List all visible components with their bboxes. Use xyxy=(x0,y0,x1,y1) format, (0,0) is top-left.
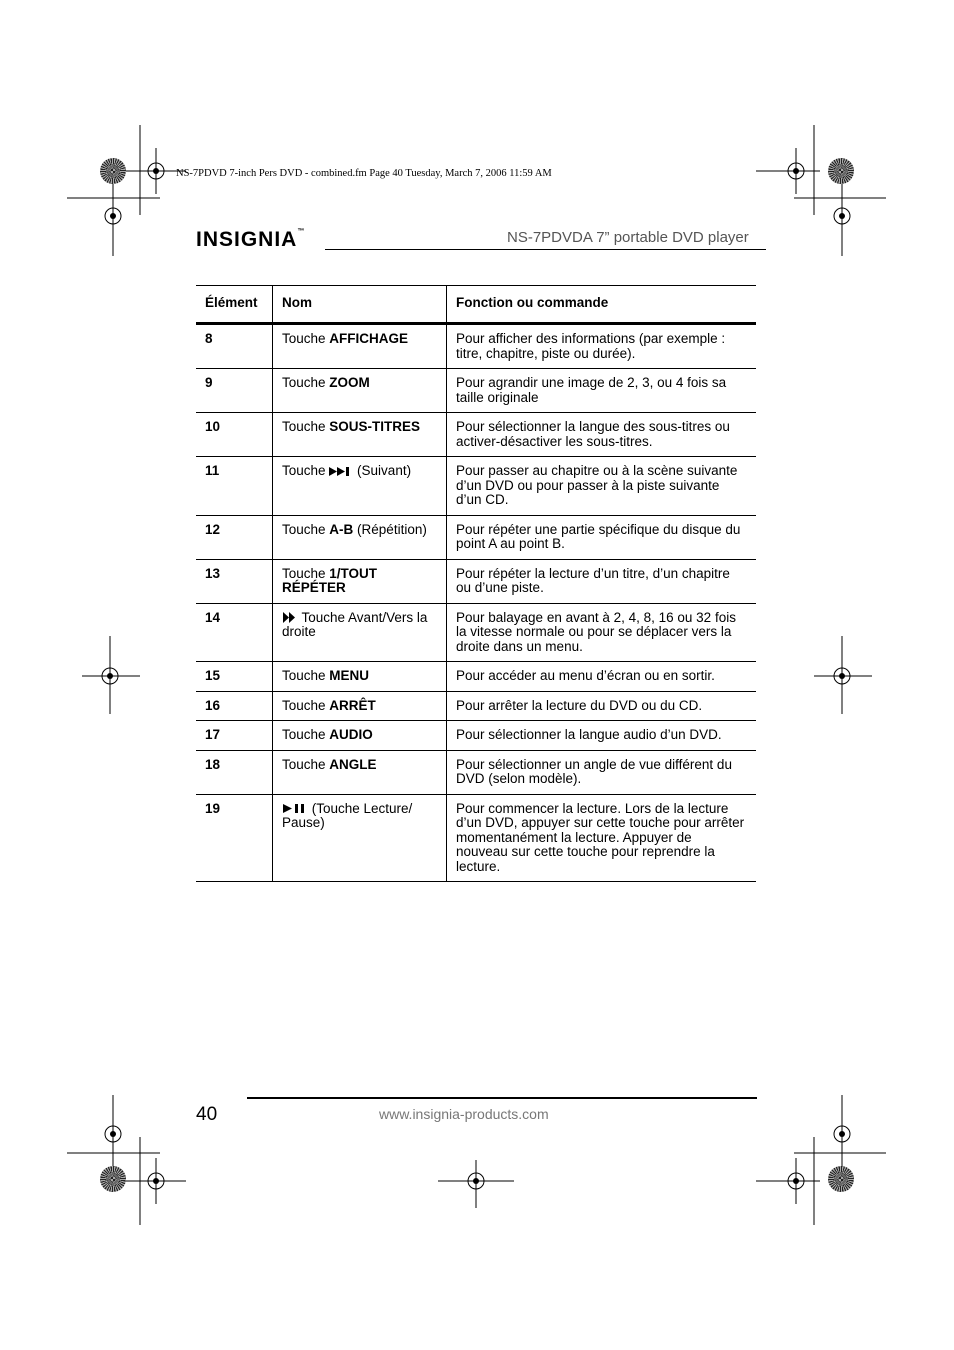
row-name xyxy=(273,721,447,751)
row-element-number: 17 xyxy=(196,721,273,751)
table-row xyxy=(196,603,756,662)
row-name-key: AUDIO xyxy=(329,727,373,742)
column-header-element: Élément xyxy=(196,286,273,324)
row-name-suffix: (Touche Lecture/ Pause) xyxy=(282,800,413,830)
trademark-symbol: ™ xyxy=(297,228,306,235)
row-name-key: 1/TOUT RÉPÉTER xyxy=(282,565,378,595)
table-row xyxy=(196,369,756,413)
color-disc-top-left xyxy=(100,158,126,184)
row-name-key: A-B xyxy=(329,521,354,537)
fast-forward-icon xyxy=(282,611,298,624)
next-chapter-icon xyxy=(329,466,353,477)
row-function: Pour répéter une partie spécifique du disque du point A au point B. xyxy=(447,515,757,559)
page-number: 40 xyxy=(196,1104,218,1125)
row-name-key: MENU xyxy=(329,668,370,683)
column-header-name: Nom xyxy=(273,286,447,324)
row-name xyxy=(273,691,447,721)
row-name-prefix: Touche xyxy=(282,668,330,683)
row-element-number: 13 xyxy=(196,559,273,603)
row-function: Pour balayage en avant à 2, 4, 8, 16 ou 32 fois la vitesse normale ou pour se déplacer vers la droite dans un menu. xyxy=(447,603,757,662)
row-name-prefix: Touche xyxy=(282,565,330,581)
controls-table xyxy=(196,285,756,882)
row-element-number: 15 xyxy=(196,662,273,692)
row-name-prefix: Touche xyxy=(282,727,330,742)
play-pause-icon xyxy=(282,803,308,814)
table-row xyxy=(196,721,756,751)
header-rule xyxy=(325,249,766,250)
row-name-key: ZOOM xyxy=(329,375,370,390)
table-row xyxy=(196,413,756,457)
row-element-number: 9 xyxy=(196,369,273,413)
row-name-suffix: (Suivant) xyxy=(353,463,412,478)
row-name xyxy=(273,603,447,662)
row-name-suffix: (Répétition) xyxy=(353,521,427,537)
footer-rule xyxy=(247,1097,757,1099)
color-disc-top-right xyxy=(828,158,854,184)
row-element-number: 14 xyxy=(196,603,273,662)
row-name-prefix: Touche xyxy=(282,521,330,537)
row-name xyxy=(273,750,447,794)
column-header-function: Fonction ou commande xyxy=(447,286,757,324)
table-header-row xyxy=(196,286,756,324)
row-name xyxy=(273,662,447,692)
row-function: Pour passer au chapitre ou à la scène suivante d’un DVD ou pour passer à la piste suivante d’un CD. xyxy=(447,457,757,516)
row-name-key: ANGLE xyxy=(329,756,377,772)
row-function: Pour commencer la lecture. Lors de la lecture d’un DVD, appuyer sur cette touche pour arrêter momentanément la lecture. Appuyer de nouveau sur cette touche pour reprendre la lecture. xyxy=(447,794,757,882)
table-row xyxy=(196,515,756,559)
row-element-number: 10 xyxy=(196,413,273,457)
row-function: Pour agrandir une image de 2, 3, ou 4 fois sa taille originale xyxy=(447,369,757,413)
table-row xyxy=(196,750,756,794)
footer-url: www.insignia-products.com xyxy=(379,1106,549,1122)
row-name xyxy=(273,413,447,457)
row-name-prefix: Touche xyxy=(282,419,330,434)
row-name xyxy=(273,369,447,413)
row-name-key: ARRÊT xyxy=(329,697,376,713)
row-name-suffix: Touche Avant/Vers la droite xyxy=(282,609,428,639)
row-element-number: 16 xyxy=(196,691,273,721)
table-row xyxy=(196,662,756,692)
row-function: Pour sélectionner la langue audio d’un DVD. xyxy=(447,721,757,751)
table-row xyxy=(196,794,756,882)
color-disc-bottom-right xyxy=(828,1166,854,1192)
row-name-key: AFFICHAGE xyxy=(329,331,409,346)
brand-logo-text: INSIGNIA xyxy=(196,228,298,251)
row-name xyxy=(273,324,447,369)
row-function: Pour afficher des informations (par exemple : titre, chapitre, piste ou durée). xyxy=(447,324,757,369)
table-row xyxy=(196,324,756,369)
row-name-key: SOUS-TITRES xyxy=(329,419,421,434)
row-element-number: 19 xyxy=(196,794,273,882)
row-name xyxy=(273,794,447,882)
row-function: Pour sélectionner la langue des sous-titres ou activer-désactiver les sous-titres. xyxy=(447,413,757,457)
row-element-number: 12 xyxy=(196,515,273,559)
row-element-number: 8 xyxy=(196,324,273,369)
row-element-number: 11 xyxy=(196,457,273,516)
row-element-number: 18 xyxy=(196,750,273,794)
row-function: Pour sélectionner un angle de vue différent du DVD (selon modèle). xyxy=(447,750,757,794)
table-row xyxy=(196,691,756,721)
row-name-prefix: Touche xyxy=(282,756,330,772)
table-row xyxy=(196,559,756,603)
color-disc-bottom-left xyxy=(100,1166,126,1192)
row-function: Pour accéder au menu d’écran ou en sortir. xyxy=(447,662,757,692)
row-name xyxy=(273,515,447,559)
row-function: Pour répéter la lecture d’un titre, d’un chapitre ou d’une piste. xyxy=(447,559,757,603)
brand-logo xyxy=(196,228,305,252)
row-function: Pour arrêter la lecture du DVD ou du CD. xyxy=(447,691,757,721)
row-name xyxy=(273,559,447,603)
row-name-prefix: Touche xyxy=(282,331,330,346)
print-info-line: NS-7PDVD 7-inch Pers DVD - combined.fm Page 40 Tuesday, March 7, 2006 11:59 AM xyxy=(176,168,552,179)
row-name-prefix: Touche xyxy=(282,697,330,713)
row-name-prefix: Touche xyxy=(282,463,330,478)
row-name-prefix: Touche xyxy=(282,375,330,390)
table-row xyxy=(196,457,756,516)
row-name xyxy=(273,457,447,516)
document-title: NS-7PDVDA 7” portable DVD player xyxy=(507,229,749,246)
